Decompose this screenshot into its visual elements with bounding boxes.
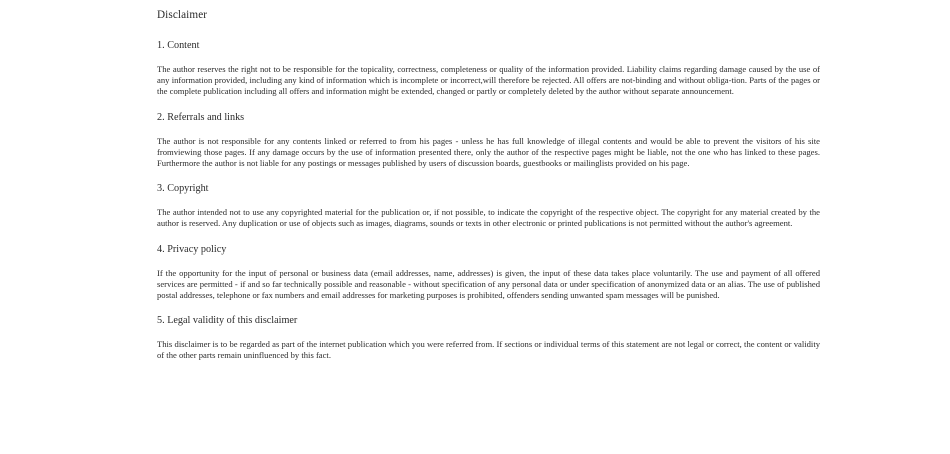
section-text: The author is not responsible for any contents linked or referred to from his pages - unless he has full knowledge of illegal contents and would be able to prevent the visitors of his site fromviewing those pages. If any damage occurs by the use of information presented there, only the author of the respective pages might be liable, not the one who has linked to these pages. Furthermore the author is not liable for any postings or messages published by users of discussion boards, guestbooks or mailinglists provided on his page.: [157, 135, 820, 169]
section-content: [157, 39, 820, 98]
section-text: This disclaimer is to be regarded as part of the internet publication which you were referred from. If sections or individual terms of this statement are not legal or correct, the content or validity of the other parts remain uninfluenced by this fact.: [157, 339, 820, 361]
section-text: If the opportunity for the input of personal or business data (email addresses, name, addresses) is given, the input of these data takes place voluntarily. The use and payment of all offered services are permitted - if and so far technically possible and reasonable - without specification of any personal data or under specification of anonymized data or an alias. The use of published postal addresses, telephone or fax numbers and email addresses for marketing purposes is prohibited, offenders sending unwanted spam messages will be punished.: [157, 267, 820, 301]
section-referrals-and-links: [157, 111, 820, 170]
section-text: The author intended not to use any copyrighted material for the publication or, if not possible, to indicate the copyright of the respective object. The copyright for any material created by the author is reserved. Any duplication or use of objects such as images, diagrams, sounds or texts in other electronic or printed publications is not permitted without the author's agreement.: [157, 207, 820, 229]
section-heading: 2. Referrals and links: [157, 111, 245, 123]
page-title: Disclaimer: [157, 9, 208, 21]
section-heading: 3. Copyright: [157, 183, 209, 195]
section-legal-validity: [157, 314, 820, 361]
section-heading: 5. Legal validity of this disclaimer: [157, 315, 298, 327]
section-heading: 4. Privacy policy: [157, 243, 227, 255]
section-heading: 1. Content: [157, 40, 200, 51]
section-copyright: [157, 182, 820, 229]
section-text: The author reserves the right not to be responsible for the topicality, correctness, completeness or quality of the information provided. Liability claims regarding damage caused by the use of any information provided, including any kind of information which is incomplete or incorrect,will therefore be rejected. All offers are not-binding and without obliga-tion. Parts of the pages or the complete publication including all offers and information might be extended, changed or partly or completely deleted by the author without separate announcement.: [157, 64, 820, 97]
section-privacy-policy: [157, 243, 820, 302]
